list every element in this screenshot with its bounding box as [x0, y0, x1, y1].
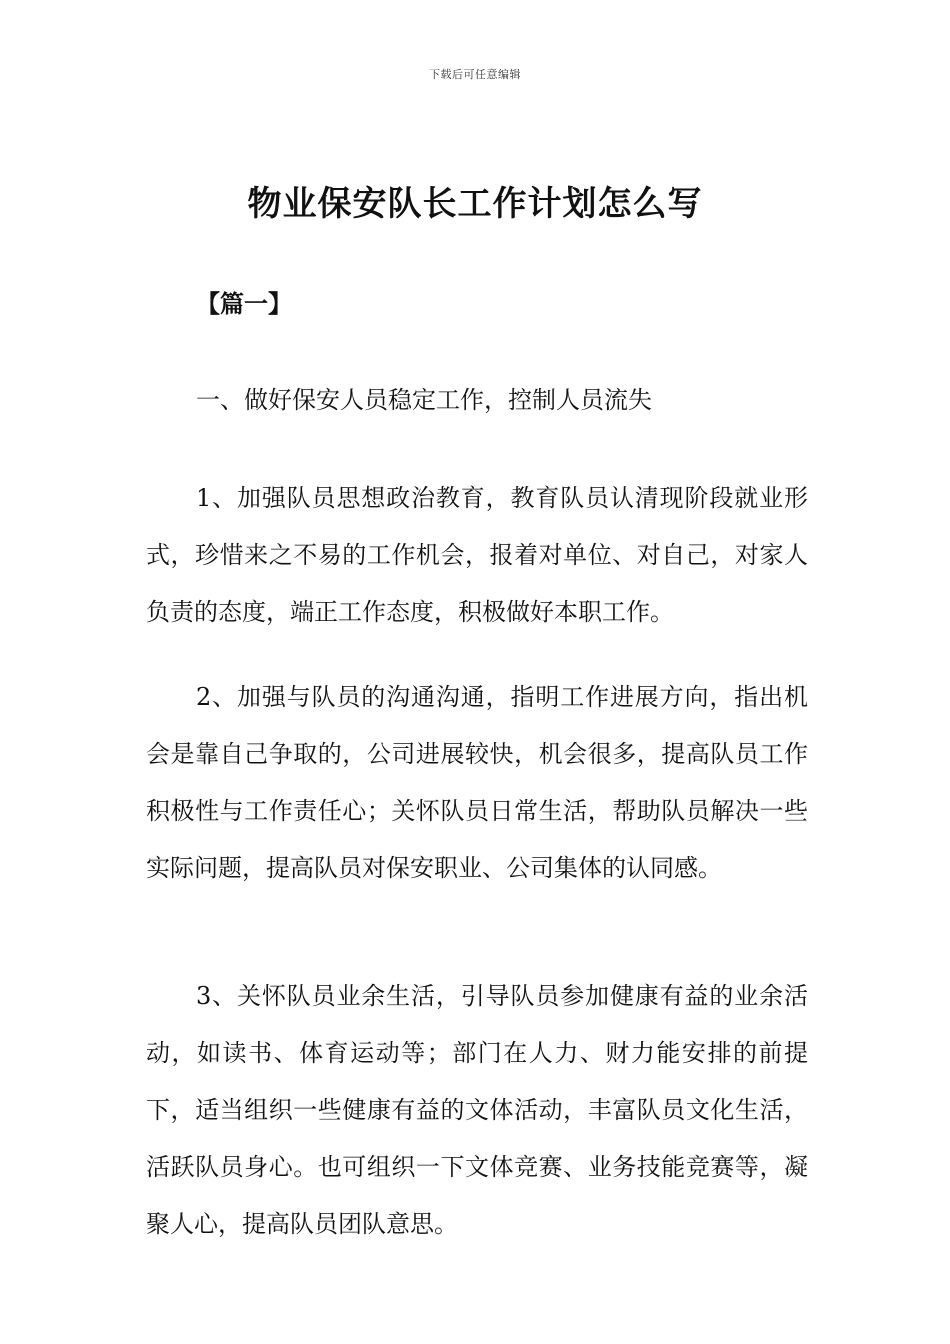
header-note: 下载后可任意编辑 [429, 68, 521, 81]
paragraph-1: 1、加强队员思想政治教育，教育队员认清现阶段就业形式，珍惜来之不易的工作机会，报着对单位、对自己，对家人负责的态度，端正工作态度，积极做好本职工作。 [146, 484, 808, 626]
paragraph-3: 3、关怀队员业余生活，引导队员参加健康有益的业余活动，如读书、体育运动等；部门在人力、财力能安排的前提下，适当组织一些健康有益的文体活动，丰富队员文化生活，活跃队员身心。也可组织一下文体竞赛、业务技能竞赛等，凝聚人心，提高队员团队意思。 [146, 982, 808, 1238]
section-heading: 一、做好保安人员稳定工作，控制人员流失 [196, 386, 652, 414]
document-title: 物业保安队长工作计划怎么写 [247, 184, 703, 224]
paragraph-2: 2、加强与队员的沟通沟通，指明工作进展方向，指出机会是靠自己争取的，公司进展较快，机会很多，提高队员工作积极性与工作责任心；关怀队员日常生活，帮助队员解决一些实际问题，提高队员对保安职业、公司集体的认同感。 [146, 683, 808, 882]
section-tag: 【篇一】 [196, 290, 292, 318]
